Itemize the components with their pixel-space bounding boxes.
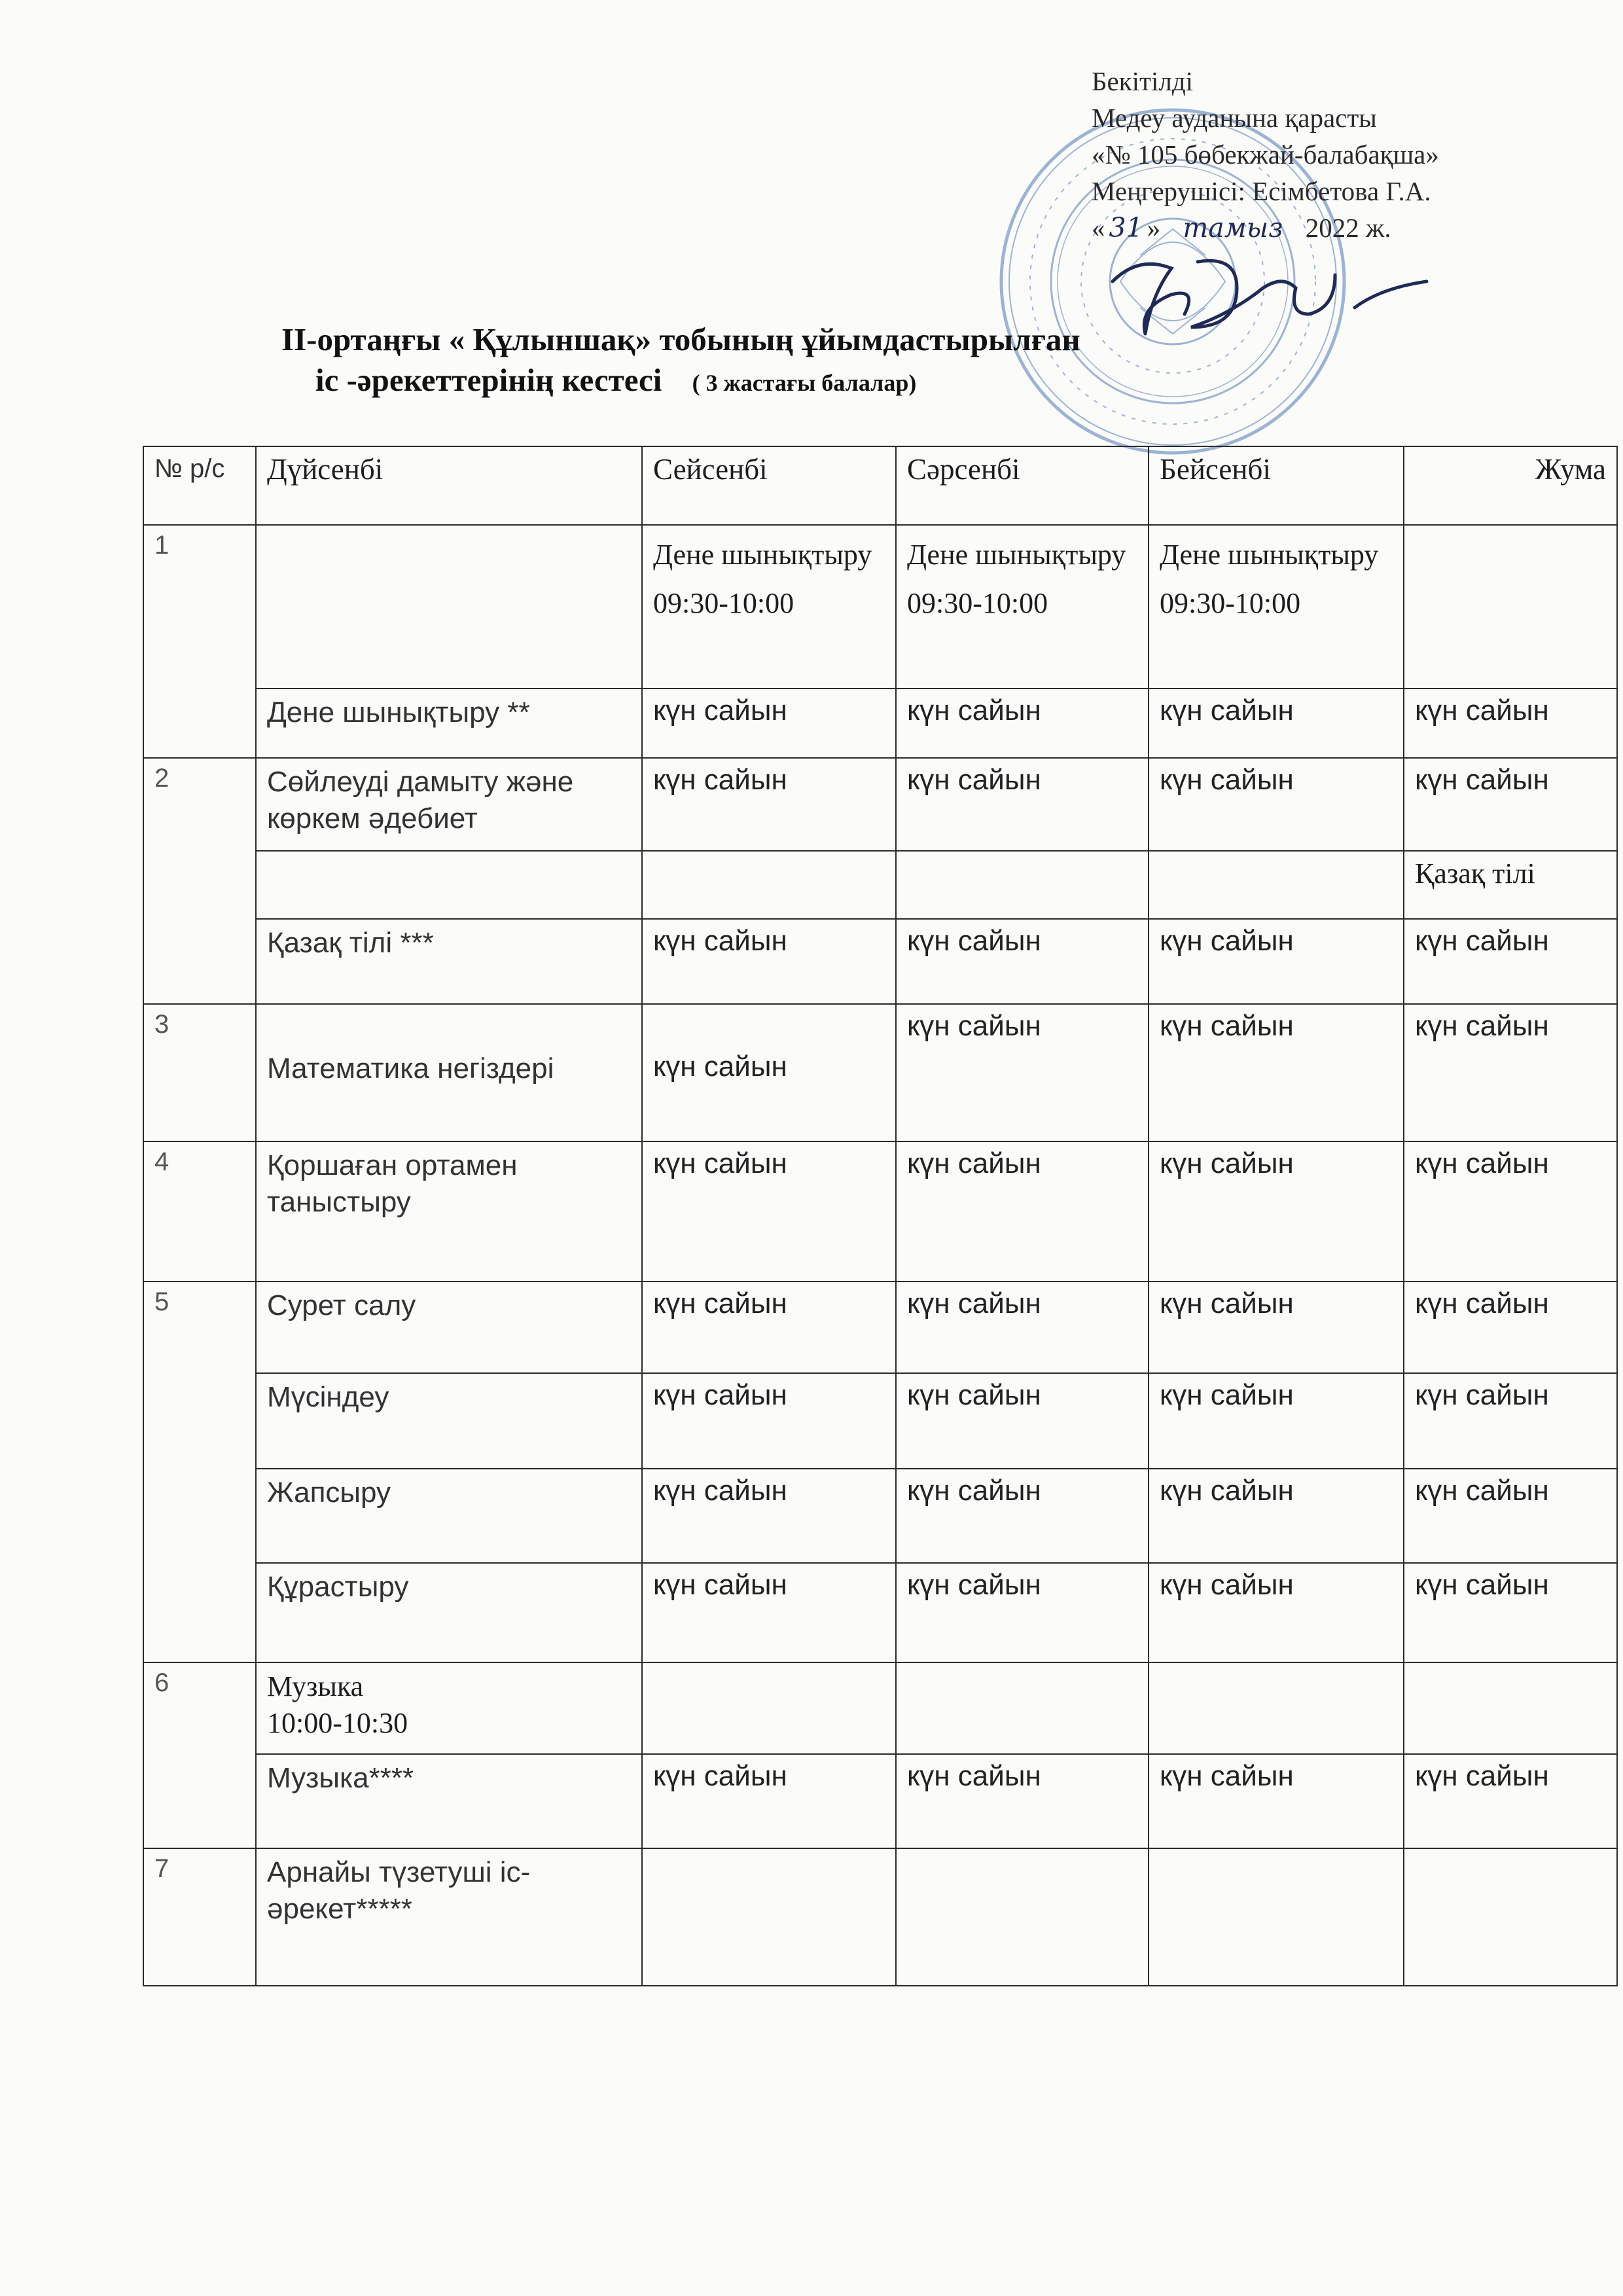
cell-empty: [1404, 1848, 1617, 1986]
cell-pe-tuesday: Дене шынықтыру 09:30-10:00: [642, 525, 896, 689]
cell-subject-music: Музыка****: [256, 1754, 642, 1848]
cell-subject-environment: Қоршаған ортамен таныстыру: [256, 1141, 642, 1282]
header-monday: Дүйсенбі: [256, 446, 642, 525]
table-row: [143, 1469, 1617, 1563]
header-thursday: Бейсенбі: [1149, 446, 1404, 525]
table-row: [143, 1563, 1617, 1662]
cell-every-day: күн сайын: [896, 1469, 1149, 1563]
approval-date: « 31 » тамыз 2022 ж.: [1092, 209, 1550, 246]
approval-heading: Бекітілді: [1092, 66, 1194, 96]
cell-every-day: күн сайын: [642, 919, 896, 1004]
cell-every-day: күн сайын: [1149, 1563, 1404, 1662]
cell-empty: [1149, 1662, 1404, 1754]
row-number: 7: [143, 1848, 256, 1986]
cell-empty: [256, 851, 642, 919]
cell-every-day: күн сайын: [1404, 1373, 1617, 1469]
cell-every-day: күн сайын: [642, 1373, 896, 1469]
cell-every-day: күн сайын: [1149, 1282, 1404, 1373]
cell-empty: [896, 1848, 1149, 1986]
cell-empty: [1149, 851, 1404, 919]
header-tuesday: Сейсенбі: [642, 446, 896, 525]
cell-empty: [642, 851, 896, 919]
cell-every-day: күн сайын: [896, 1141, 1149, 1282]
cell-empty: [896, 851, 1149, 919]
cell-every-day: күн сайын: [896, 758, 1149, 851]
cell-every-day: күн сайын: [1404, 1563, 1617, 1662]
title-age-group: ( 3 жастағы балалар): [692, 370, 917, 396]
approval-date-month: тамыз: [1183, 212, 1283, 243]
cell-every-day: күн сайын: [1149, 1141, 1404, 1282]
row-number: 2: [143, 758, 256, 1004]
cell-every-day: күн сайын: [1149, 1469, 1404, 1563]
header-num: № р/с: [143, 446, 256, 525]
header-friday: Жума: [1404, 446, 1617, 525]
cell-subject-kazakh: Қазақ тілі ***: [256, 919, 642, 1004]
cell-every-day: күн сайын: [642, 1282, 896, 1373]
title-line-1: ІІ-ортаңғы « Құлыншақ» тобының ұйымдастырылған: [281, 321, 1080, 357]
row-number: 6: [143, 1662, 256, 1848]
cell-every-day: күн сайын: [1149, 919, 1404, 1004]
cell-every-day: күн сайын: [896, 1004, 1149, 1141]
cell-every-day: күн сайын: [1404, 919, 1617, 1004]
approval-block: [1092, 63, 1550, 246]
table-header-row: [143, 446, 1617, 525]
cell-every-day: күн сайын: [896, 1282, 1149, 1373]
cell-empty: [896, 1662, 1149, 1754]
cell-every-day: күн сайын: [642, 689, 896, 758]
cell-subject-construction: Құрастыру: [256, 1563, 642, 1662]
approval-district: Медеу ауданына қарасты: [1092, 103, 1377, 133]
cell-pe-wednesday: Дене шынықтыру 09:30-10:00: [896, 525, 1149, 689]
cell-subject-speech: Сөйлеуді дамыту және көркем әдебиет: [256, 758, 642, 851]
cell-subject-correction: Арнайы түзетуші іс-әрекет*****: [256, 1848, 642, 1986]
cell-every-day: күн сайын: [1404, 758, 1617, 851]
cell-empty: [1404, 525, 1617, 689]
cell-every-day: күн сайын: [896, 1373, 1149, 1469]
cell-every-day: күн сайын: [642, 1754, 896, 1848]
approval-date-day: 31: [1109, 212, 1143, 243]
cell-music-time: Музыка 10:00-10:30: [256, 1662, 642, 1754]
table-row: [143, 1662, 1617, 1754]
cell-every-day: күн сайын: [1149, 1754, 1404, 1848]
cell-empty: [1149, 1848, 1404, 1986]
cell-every-day: күн сайын: [1404, 1469, 1617, 1563]
cell-every-day: күн сайын: [1404, 1282, 1617, 1373]
cell-subject-pe: Дене шынықтыру **: [256, 689, 642, 758]
cell-subject-modeling: Мүсіндеу: [256, 1373, 642, 1469]
cell-every-day: күн сайын: [896, 689, 1149, 758]
cell-every-day: күн сайын: [642, 1563, 896, 1662]
table-row: [143, 851, 1617, 919]
table-row: [143, 1004, 1617, 1141]
cell-subject-applique: Жапсыру: [256, 1469, 642, 1563]
cell-every-day: күн сайын: [642, 1141, 896, 1282]
approval-kindergarten: «№ 105 бөбекжай-балабақша»: [1092, 139, 1439, 170]
cell-every-day: күн сайын: [642, 1004, 896, 1141]
table-row: [143, 1373, 1617, 1469]
document-title: [281, 319, 1302, 403]
cell-empty: [642, 1662, 896, 1754]
table-row: [143, 1754, 1617, 1848]
cell-empty: [256, 525, 642, 689]
cell-every-day: күн сайын: [1149, 758, 1404, 851]
cell-kazakh-banner: Қазақ тілі: [1404, 851, 1617, 919]
table-row: [143, 1848, 1617, 1986]
cell-every-day: күн сайын: [1149, 689, 1404, 758]
cell-every-day: күн сайын: [1404, 689, 1617, 758]
table-row: [143, 919, 1617, 1004]
table-row: [143, 525, 1617, 689]
cell-subject-drawing: Сурет салу: [256, 1282, 642, 1373]
approval-head: Меңгерушісі: Есімбетова Г.А.: [1092, 176, 1431, 206]
table-row: [143, 689, 1617, 758]
cell-every-day: күн сайын: [896, 1563, 1149, 1662]
table-row: [143, 1141, 1617, 1282]
cell-every-day: күн сайын: [642, 758, 896, 851]
cell-every-day: күн сайын: [642, 1469, 896, 1563]
title-line-2-main: іс -әрекеттерінің кестесі: [315, 362, 662, 398]
row-number: 4: [143, 1141, 256, 1282]
schedule-table: [143, 446, 1618, 1986]
table-row: [143, 758, 1617, 851]
header-wednesday: Сәрсенбі: [896, 446, 1149, 525]
cell-every-day: күн сайын: [1404, 1754, 1617, 1848]
table-row: [143, 1282, 1617, 1373]
cell-every-day: күн сайын: [1404, 1004, 1617, 1141]
cell-every-day: күн сайын: [1404, 1141, 1617, 1282]
cell-subject-math: Математика негіздері: [256, 1004, 642, 1141]
row-number: 1: [143, 525, 256, 758]
title-line-2: [281, 360, 1302, 403]
cell-empty: [642, 1848, 896, 1986]
approval-date-year: 2022 ж.: [1305, 213, 1391, 243]
row-number: 5: [143, 1282, 256, 1662]
cell-every-day: күн сайын: [896, 919, 1149, 1004]
row-number: 3: [143, 1004, 256, 1141]
cell-every-day: күн сайын: [896, 1754, 1149, 1848]
cell-pe-thursday: Дене шынықтыру 09:30-10:00: [1149, 525, 1404, 689]
cell-empty: [1404, 1662, 1617, 1754]
cell-every-day: күн сайын: [1149, 1004, 1404, 1141]
cell-every-day: күн сайын: [1149, 1373, 1404, 1469]
